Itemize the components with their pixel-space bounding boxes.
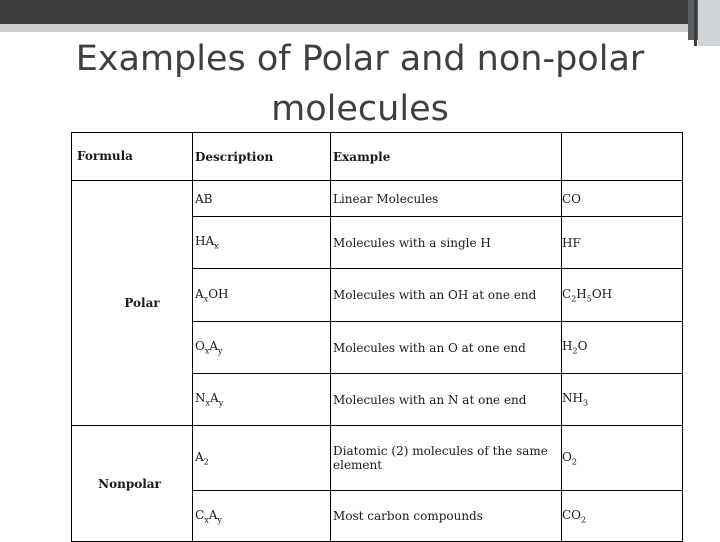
header-bar-light	[0, 24, 720, 32]
example-text: $CO_2$	[562, 507, 587, 525]
group-nonpolar-cell	[72, 426, 193, 542]
header-example-cell	[331, 133, 562, 181]
example-cell	[562, 322, 683, 374]
formula-cell	[193, 491, 331, 542]
description-text: Molecules with a single H	[333, 235, 491, 250]
example-text: HF	[562, 235, 581, 250]
table-row	[72, 181, 683, 217]
header-formula-cell	[72, 133, 193, 181]
example-text: $NH_3$	[562, 391, 589, 408]
molecule-table	[71, 132, 683, 542]
description-cell	[331, 426, 562, 491]
description-text: Molecules with an N at one end	[333, 392, 527, 407]
example-cell	[562, 269, 683, 322]
formula-text: $A_xOH$	[195, 286, 229, 304]
description-text: Molecules with an OH at one end	[333, 288, 537, 302]
example-text: $C_2H_5OH$	[562, 286, 613, 304]
table-header-row	[72, 133, 683, 181]
group-polar-cell	[72, 181, 193, 426]
description-cell	[331, 322, 562, 374]
formula-cell	[193, 374, 331, 426]
header-bar-dark	[0, 0, 720, 24]
table-row	[72, 426, 683, 491]
slide-title	[0, 34, 720, 134]
header-formula: Formula	[77, 149, 133, 163]
description-cell	[331, 217, 562, 269]
formula-cell	[193, 322, 331, 374]
header-example: Example	[333, 149, 391, 164]
example-text: $H_2O$	[562, 339, 588, 356]
description-text: Diatomic (2) molecules of the same element	[333, 444, 548, 472]
formula-text: $O_xA_y$	[195, 339, 223, 356]
description-cell	[331, 181, 562, 217]
header-description: Description	[195, 149, 274, 164]
slide-title-line-1: Examples of Polar and non-polar	[75, 39, 645, 79]
example-cell	[562, 491, 683, 542]
formula-cell	[193, 181, 331, 217]
description-text: Linear Molecules	[333, 191, 439, 206]
formula-text: $A_2$	[195, 449, 209, 467]
example-cell	[562, 426, 683, 491]
description-cell	[331, 269, 562, 322]
example-text: $O_2$	[562, 449, 577, 467]
header-empty-cell	[562, 133, 683, 181]
formula-text: $HA_x$	[195, 234, 219, 251]
description-cell	[331, 374, 562, 426]
example-cell	[562, 217, 683, 269]
formula-text: AB	[195, 191, 213, 206]
formula-text: $N_xA_y$	[195, 391, 224, 408]
header-description-cell	[193, 133, 331, 181]
description-cell	[331, 491, 562, 542]
formula-text: $C_xA_y$	[195, 507, 222, 525]
description-text: Molecules with an O at one end	[333, 340, 526, 355]
example-cell	[562, 374, 683, 426]
example-cell	[562, 181, 683, 217]
example-text: CO	[562, 191, 582, 206]
formula-cell	[193, 269, 331, 322]
formula-cell	[193, 217, 331, 269]
group-label-nonpolar: Nonpolar	[98, 476, 161, 491]
slide-title-line-2: molecules	[271, 89, 449, 129]
formula-cell	[193, 426, 331, 491]
group-label-polar: Polar	[124, 296, 160, 310]
description-text: Most carbon compounds	[333, 509, 483, 523]
